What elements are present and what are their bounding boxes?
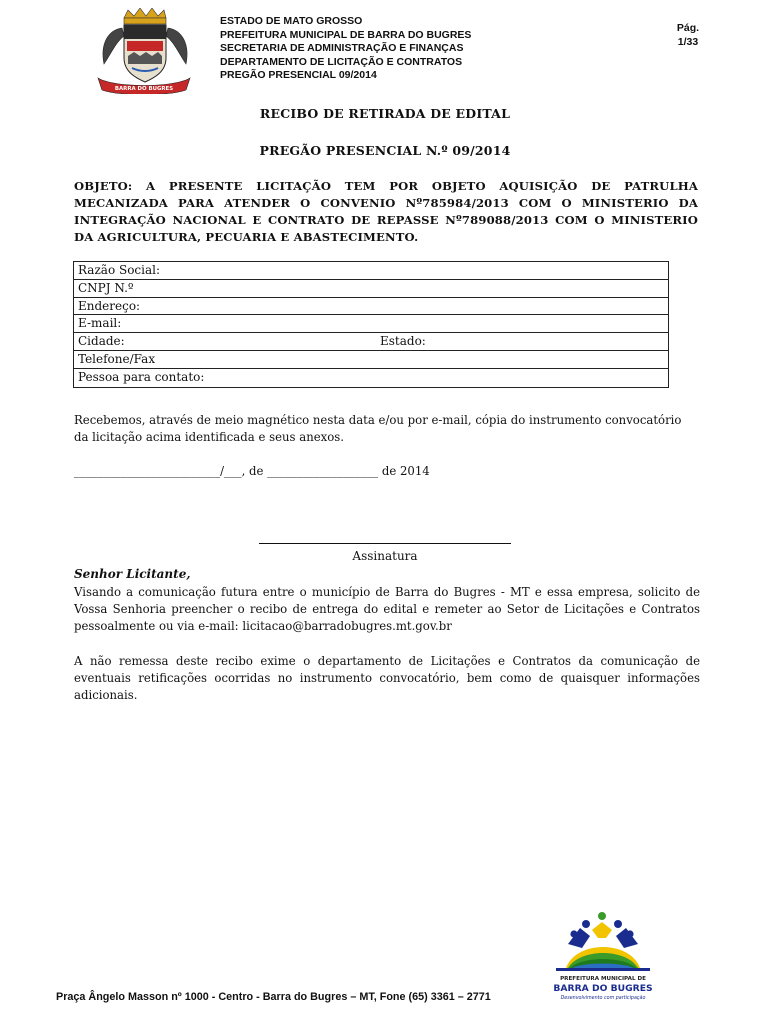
contato-label: Pessoa para contato: (78, 369, 205, 384)
prefeitura-footer-logo (546, 910, 660, 1006)
page-indicator (668, 22, 708, 49)
form-row-telefone[interactable] (74, 351, 668, 369)
svg-text:PREFEITURA MUNICIPAL DE: PREFEITURA MUNICIPAL DE (560, 976, 646, 982)
cnpj-label: CNPJ N.º (78, 280, 134, 295)
footer-address: Praça Ângelo Masson nº 1000 - Centro - Barra do Bugres – MT, Fone (65) 3361 – 2771 (56, 991, 491, 1003)
endereco-label: Endereço: (78, 298, 141, 313)
page-label: Pág. (676, 22, 700, 34)
signature-line[interactable] (259, 543, 511, 544)
header-line-prefeitura: PREFEITURA MUNICIPAL DE BARRA DO BUGRES (220, 28, 472, 41)
header-institution-block (220, 15, 471, 83)
recebemos-paragraph: Recebemos, através de meio magnético nesta data e/ou por e-mail, cópia do instrumento convocatório da licitação acima identificada e seus anexos. (74, 413, 682, 444)
header-line-pregao: PREGÃO PRESENCIAL 09/2014 (220, 69, 377, 82)
telefone-label: Telefone/Fax (78, 351, 156, 366)
header-line-state: ESTADO DE MATO GROSSO (220, 15, 363, 27)
document-title: RECIBO DE RETIRADA DE EDITAL (259, 106, 511, 121)
objeto-paragraph: OBJETO: A PRESENTE LICITAÇÃO TEM POR OBJETO AQUISIÇÃO DE PATRULHA MECANIZADA PARA ATENDER O CONVENIO Nº785984/2013 COM O MINISTERIO DA INTEGRAÇÃO NACIONAL E CONTRATO DE REPASSE Nº789088/2013 COM O MINISTERIO DA AGRICULTURA, PECUARIA E ABASTECIMENTO. (74, 179, 698, 244)
email-label: E-mail: (78, 316, 122, 331)
svg-text:BARRA DO BUGRES: BARRA DO BUGRES (114, 86, 174, 92)
form-row-cidade-estado[interactable] (74, 333, 668, 351)
form-row-endereco[interactable] (74, 298, 668, 316)
form-row-razao-social[interactable] (74, 262, 668, 280)
municipal-crest-logo (94, 8, 194, 94)
page-number: 1/33 (677, 35, 699, 48)
company-info-form (73, 261, 669, 388)
document-subtitle: PREGÃO PRESENCIAL N.º 09/2014 (259, 143, 511, 158)
svg-text:Desenvolvimento com participaç: Desenvolvimento com participação (560, 996, 646, 1001)
svg-text:BARRA DO BUGRES: BARRA DO BUGRES (553, 983, 653, 994)
signature-label: Assinatura (352, 549, 418, 563)
header-line-departamento: DEPARTAMENTO DE LICITAÇÃO E CONTRATOS (220, 55, 463, 68)
salutation: Senhor Licitante, (74, 567, 191, 581)
form-row-contato[interactable] (74, 369, 668, 387)
estado-label: Estado: (380, 334, 426, 349)
razao-social-label: Razão Social: (78, 263, 161, 277)
form-row-email[interactable] (74, 315, 668, 333)
visando-paragraph: Visando a comunicação futura entre o município de Barra do Bugres - MT e essa empresa, solicito de Vossa Senhoria preencher o recibo de entrega do edital e remeter ao Setor de Licitações e Contratos pessoalmente ou via e-mail: licitacao@barradobugres.mt.gov.br (74, 585, 700, 633)
date-fill-line[interactable]: _________________________/___, de ___________________ de 2014 (74, 464, 430, 478)
nao-remessa-paragraph: A não remessa deste recibo exime o departamento de Licitações e Contratos da comunicação de eventuais retificações ocorridas no instrumento convocatório, bem como de quaisquer informações adicionais. (74, 654, 700, 702)
cidade-label: Cidade: (78, 334, 125, 349)
form-row-cnpj[interactable] (74, 280, 668, 298)
header-line-secretaria: SECRETARIA DE ADMINISTRAÇÃO E FINANÇAS (220, 42, 464, 55)
